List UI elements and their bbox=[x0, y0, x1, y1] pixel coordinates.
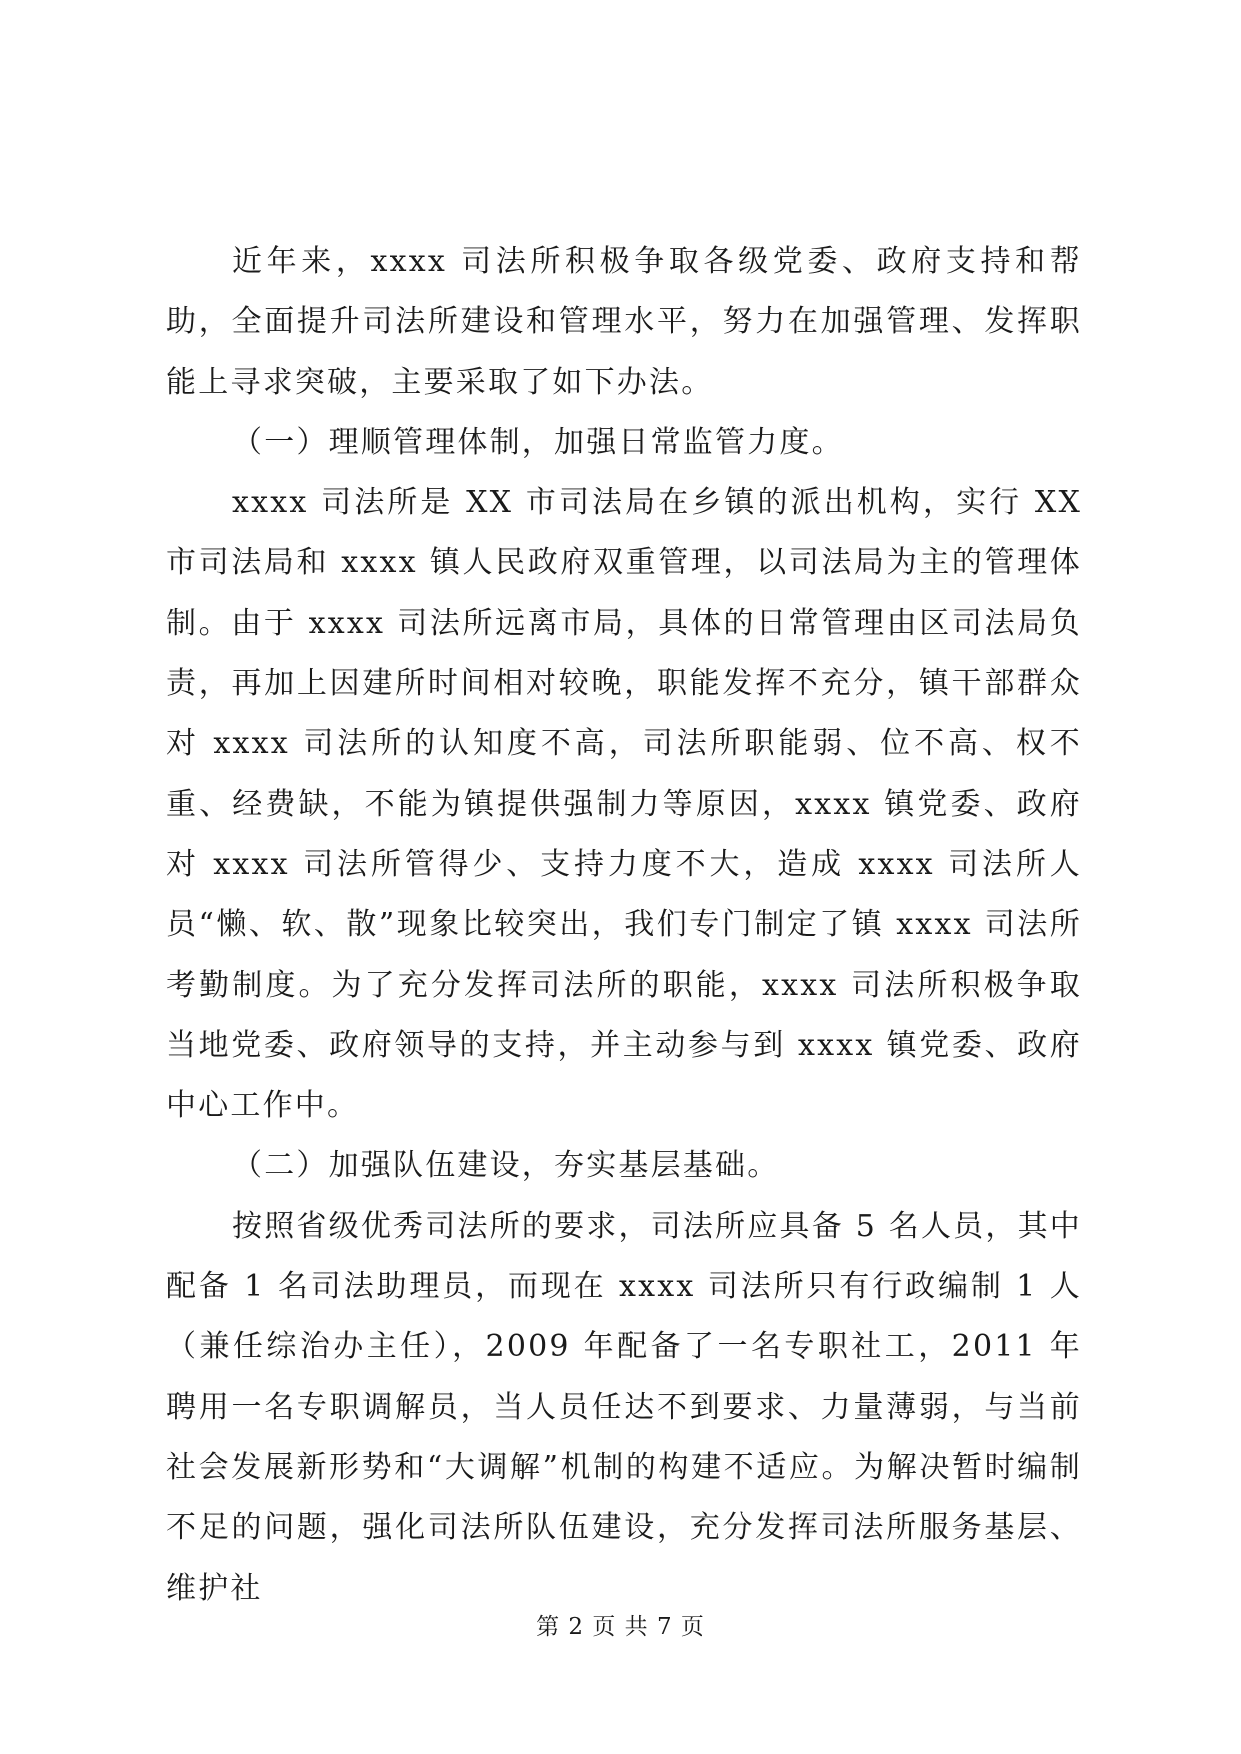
paragraph-management: xxxx 司法所是 XX 市司法局在乡镇的派出机构，实行 XX 市司法局和 xxxx 镇人民政府双重管理，以司法局为主的管理体制。由于 xxxx 司法所远离市局，具体的日常管理由区司法局负责，再加上因建所时间相对较晚，职能发挥不充分，镇干部群众对 xxxx 司法所的认知度不高，司法所职能弱、位不高、权不重、经费缺，不能为镇提供强制力等原因，xxxx 镇党委、政府对 xxxx 司法所管得少、支持力度不大，造成 xxxx 司法所人员“懒、软、散”现象比较突出，我们专门制定了镇 xxxx 司法所考勤制度。为了充分发挥司法所的职能，xxxx 司法所积极争取当地党委、政府领导的支持，并主动参与到 xxxx 镇党委、政府中心工作中。 bbox=[166, 485, 1082, 1124]
paragraph-intro: 近年来，xxxx 司法所积极争取各级党委、政府支持和帮助，全面提升司法所建设和管理水平，努力在加强管理、发挥职能上寻求突破，主要采取了如下办法。 bbox=[166, 244, 1082, 400]
document-body bbox=[166, 232, 1082, 1619]
section-heading-1: （一）理顺管理体制，加强日常监管力度。 bbox=[232, 424, 844, 460]
section-heading-2: （二）加强队伍建设，夯实基层基础。 bbox=[232, 1148, 780, 1184]
paragraph-team: 按照省级优秀司法所的要求，司法所应具备 5 名人员，其中配备 1 名司法助理员，而现在 xxxx 司法所只有行政编制 1 人（兼任综治办主任），2009 年配备了一名专职社工，2011 年聘用一名专职调解员，当人员任达不到要求、力量薄弱，与当前社会发展新形势和“大调解”机制的构建不适应。为解决暂时编制不足的问题，强化司法所队伍建设，充分发挥司法所服务基层、维护社 bbox=[166, 1208, 1082, 1606]
page-number-footer: 第 2 页 共 7 页 bbox=[536, 1614, 705, 1640]
